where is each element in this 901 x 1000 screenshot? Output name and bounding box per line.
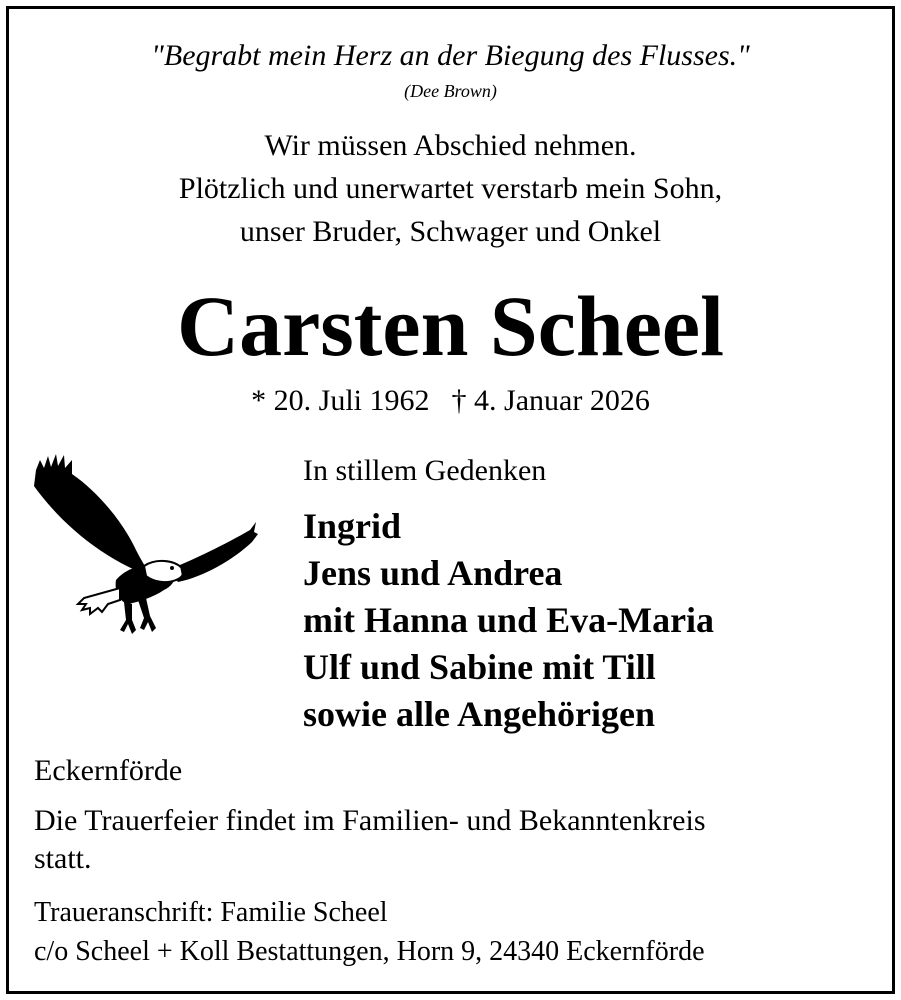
- place: Eckernförde: [34, 754, 183, 787]
- mourner-line: Jens und Andrea: [303, 553, 563, 593]
- ceremony-text: [34, 802, 706, 878]
- intro-line: unser Bruder, Schwager und Onkel: [239, 215, 662, 248]
- intro-text: [0, 124, 901, 253]
- eagle-icon: [28, 452, 260, 642]
- ceremony-line: Die Trauerfeier findet im Familien- und Bekanntenkreis: [34, 804, 706, 837]
- mourners-list: [303, 503, 714, 738]
- mourner-line: Ulf und Sabine mit Till: [303, 647, 656, 687]
- death-date: † 4. Januar 2026: [451, 384, 650, 417]
- address-line: c/o Scheel + Koll Bestattungen, Horn 9, 24340 Eckernförde: [34, 936, 705, 967]
- mourner-line: sowie alle Angehörigen: [303, 694, 655, 734]
- mourning-address: [34, 893, 705, 971]
- remembrance-line: In stillem Gedenken: [303, 454, 547, 487]
- intro-line: Plötzlich und unerwartet verstarb mein Sohn,: [178, 172, 723, 205]
- ceremony-line: statt.: [34, 842, 92, 875]
- intro-line: Wir müssen Abschied nehmen.: [264, 129, 637, 162]
- mourner-line: Ingrid: [303, 506, 402, 546]
- address-line: Traueranschrift: Familie Scheel: [34, 897, 388, 928]
- mourner-line: mit Hanna und Eva-Maria: [303, 600, 715, 640]
- quote-author: (Dee Brown): [404, 81, 497, 101]
- deceased-name: Carsten Scheel: [177, 278, 724, 374]
- life-dates: [0, 381, 901, 421]
- quote: "Begrabt mein Herz an der Biegung des Flusses.": [151, 39, 750, 72]
- birth-date: * 20. Juli 1962: [251, 384, 430, 417]
